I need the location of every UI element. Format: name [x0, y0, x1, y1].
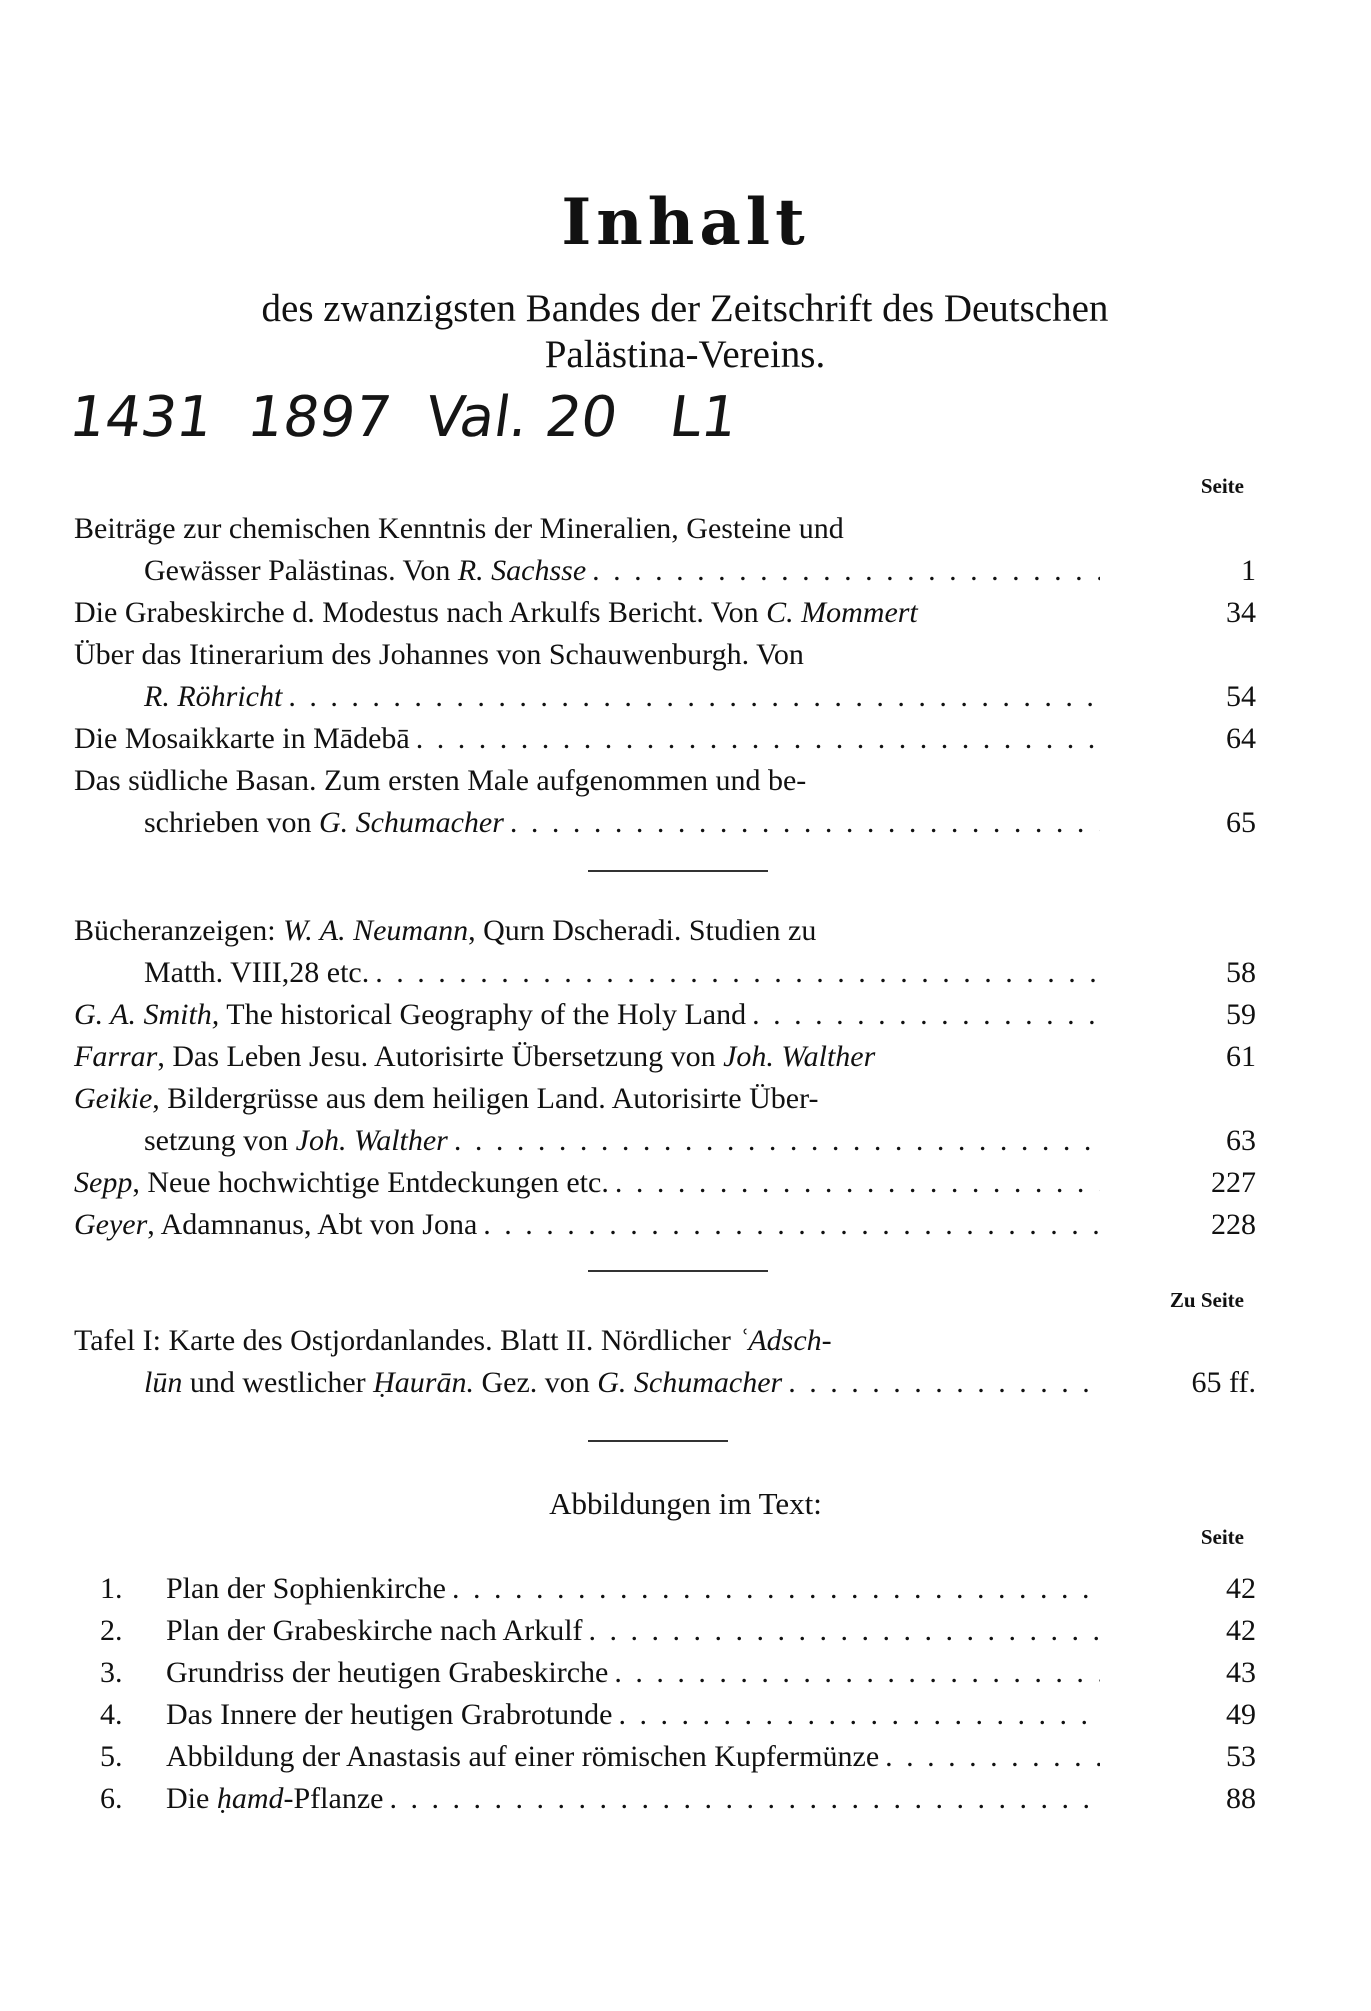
figure-entry	[100, 1736, 1256, 1778]
figure-number: 4.	[100, 1698, 123, 1731]
figure-title: Plan der Grabeskirche nach Arkulf	[166, 1614, 583, 1647]
toc-entry	[74, 508, 1256, 592]
subtitle-line-1: des zwanzigsten Bandes der Zeitschrift des Deutschen	[261, 287, 1109, 330]
entry-author: Joh. Walther	[723, 1040, 876, 1073]
entry-text: , Bildergrüsse aus dem heiligen Land. Autorisirte Über-	[152, 1082, 819, 1115]
toc-entry	[74, 760, 1256, 844]
entry-text: und westlicher	[182, 1366, 374, 1399]
entry-text: Das südliche Basan. Zum ersten Male aufgenommen und be-	[74, 764, 807, 797]
entry-page: 227	[1211, 1166, 1256, 1199]
figure-title: Das Innere der heutigen Grabrotunde	[166, 1698, 613, 1731]
entry-text: Gez. von	[473, 1366, 598, 1399]
entry-text: schrieben von	[144, 806, 319, 839]
figure-entry	[100, 1778, 1256, 1820]
figure-number: 5.	[100, 1740, 123, 1773]
entry-text: Beiträge zur chemischen Kenntnis der Mineralien, Gesteine und	[74, 512, 844, 545]
toc-entry	[74, 910, 1256, 994]
figure-page: 43	[1226, 1656, 1256, 1689]
entry-page: 64	[1226, 722, 1256, 755]
figure-page: 88	[1226, 1782, 1256, 1815]
entry-author: R. Röhricht	[144, 680, 283, 713]
figure-page: 42	[1226, 1572, 1256, 1605]
figures-heading: Abbildungen im Text:	[549, 1486, 822, 1521]
entry-text: , Qurn Dscheradi. Studien zu	[468, 914, 817, 947]
figure-number: 2.	[100, 1614, 123, 1647]
entry-text: The historical Geography of the Holy Land	[219, 998, 747, 1031]
figure-title: Die	[166, 1782, 217, 1815]
entry-text: Über das Itinerarium des Johannes von Schauwenburgh. Von	[74, 638, 804, 671]
entry-page: 65 ff.	[1191, 1366, 1256, 1399]
entry-author: G. Schumacher	[318, 806, 504, 839]
figure-title: ḥamd	[216, 1782, 284, 1815]
entry-author: Geikie	[74, 1082, 153, 1115]
figure-entry	[100, 1694, 1256, 1736]
figure-number: 1.	[100, 1572, 123, 1605]
handwritten-note: 1431 1897 Val. 20 L1	[65, 385, 742, 450]
entry-page: 54	[1226, 680, 1256, 713]
entry-page: 228	[1211, 1208, 1256, 1241]
zu-seite-label: Zu Seite	[1169, 1288, 1244, 1312]
entry-author: Geyer	[74, 1208, 148, 1241]
entry-text: Matth. VIII,28 etc.	[144, 956, 370, 989]
section-divider	[588, 1270, 768, 1272]
entry-author: G. Schumacher	[597, 1366, 783, 1399]
toc-entry	[74, 1078, 1256, 1162]
entry-page: 63	[1226, 1124, 1256, 1157]
entry-text: Ḥaurān.	[373, 1366, 474, 1399]
entry-text: Tafel I: Karte des Ostjordanlandes. Blatt II. Nördlicher	[74, 1324, 739, 1357]
entry-text: lūn	[144, 1366, 183, 1399]
figure-page: 53	[1226, 1740, 1256, 1773]
toc-entry	[74, 1320, 1256, 1404]
page-title: Inhalt	[561, 185, 810, 260]
entry-page: 65	[1226, 806, 1256, 839]
section-divider	[588, 870, 768, 872]
figure-title: -Pflanze	[283, 1782, 384, 1815]
seite-label: Seite	[1200, 474, 1244, 498]
entry-text: , Das Leben Jesu. Autorisirte Übersetzung von	[157, 1040, 724, 1073]
entry-author: Sepp	[74, 1166, 133, 1199]
entry-page: 34	[1226, 596, 1256, 629]
figure-title: Grundriss der heutigen Grabeskirche	[166, 1656, 609, 1689]
toc-entry	[74, 1204, 1256, 1246]
entry-page: 61	[1226, 1040, 1256, 1073]
entry-text: , Adamnanus, Abt von Jona	[147, 1208, 478, 1241]
entry-text: setzung von	[144, 1124, 296, 1157]
entry-author: C. Mommert	[766, 596, 918, 629]
figure-entry	[100, 1652, 1256, 1694]
entry-text: Die Grabeskirche d. Modestus nach Arkulfs Bericht. Von	[74, 596, 767, 629]
subtitle	[120, 286, 1250, 378]
section-divider	[588, 1440, 728, 1442]
entry-page: 1	[1241, 554, 1256, 587]
seite-label: Seite	[1200, 1525, 1244, 1549]
toc-entry	[74, 718, 1256, 760]
figure-number: 3.	[100, 1656, 123, 1689]
toc-entry	[74, 1162, 1256, 1204]
entry-text: , Neue hochwichtige Entdeckungen etc.	[132, 1166, 609, 1199]
entry-page: 58	[1226, 956, 1256, 989]
entry-author: G. A. Smith,	[74, 998, 220, 1031]
entry-text: Die Mosaikkarte in Mādebā	[74, 722, 410, 755]
toc-entry	[74, 1036, 1256, 1078]
figure-entry	[100, 1568, 1256, 1610]
entry-text: Gewässer Palästinas. Von	[144, 554, 458, 587]
entry-author: R. Sachsse	[457, 554, 587, 587]
figure-page: 49	[1226, 1698, 1256, 1731]
figure-title: Plan der Sophienkirche	[166, 1572, 446, 1605]
entry-author: Joh. Walther	[295, 1124, 448, 1157]
figure-number: 6.	[100, 1782, 123, 1815]
entry-text: Bücheranzeigen:	[74, 914, 284, 947]
toc-entry	[74, 634, 1256, 718]
figure-entry	[100, 1610, 1256, 1652]
entry-author: W. A. Neumann	[283, 914, 469, 947]
entry-author: Farrar	[74, 1040, 158, 1073]
entry-page: 59	[1226, 998, 1256, 1031]
subtitle-line-2: Palästina-Vereins.	[544, 333, 826, 376]
figure-title: Abbildung der Anastasis auf einer römischen Kupfermünze	[166, 1740, 880, 1773]
toc-entry	[74, 592, 1256, 634]
toc-entry	[74, 994, 1256, 1036]
figure-page: 42	[1226, 1614, 1256, 1647]
entry-text: ʿAdsch-	[738, 1324, 832, 1357]
